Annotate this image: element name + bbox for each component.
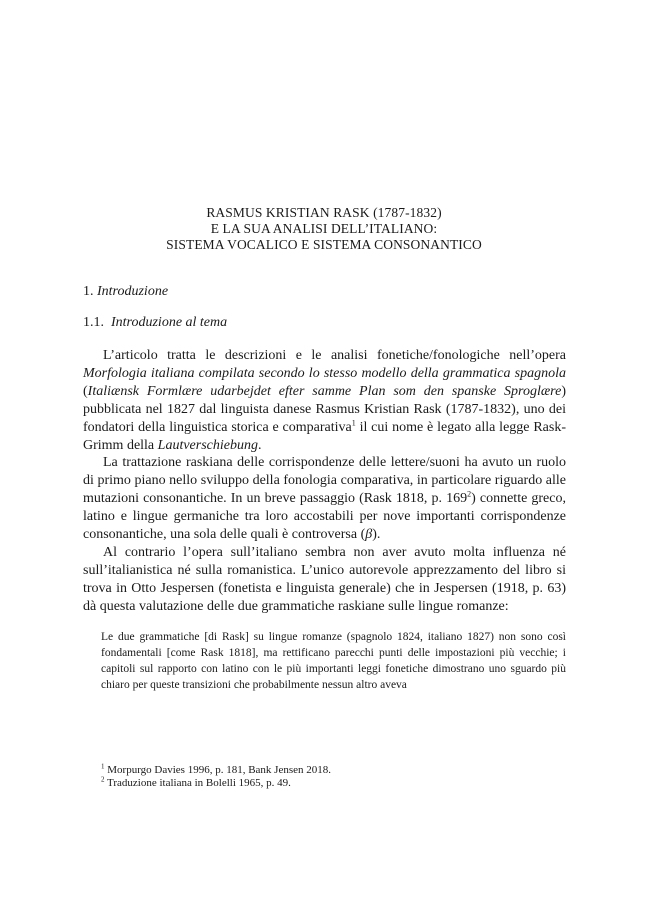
section-heading-1 [83, 284, 168, 300]
title-line-2: E LA SUA ANALISI DELL’ITALIANO: [210, 221, 438, 236]
text-run: il cui nome è legato alla legge Rask-Grimm della [83, 419, 566, 453]
body-text [83, 347, 566, 616]
footnotes [101, 764, 331, 790]
footnote-2 [101, 777, 331, 790]
footnote-1 [101, 764, 331, 777]
article-title [83, 205, 565, 253]
text-run: ). [372, 527, 381, 543]
paragraph-3: Al contrario l’opera sull’italiano sembra non aver avuto molta influenza né sull’italianistica né sulla romanistica. L’unico autorevole apprezzamento del libro si trova in Otto Jespersen (fonetista e linguista generale) che in Jespersen (1918, p. 63) dà questa valutazione delle due grammatiche raskiane sulle lingue romanze: [83, 544, 566, 614]
title-line-3: SISTEMA VOCALICO E SISTEMA CONSONANTICO [166, 237, 482, 252]
footnote-text: Traduzione italiana in Bolelli 1965, p. 49. [104, 777, 291, 789]
text-run: ( [83, 383, 88, 399]
subsection-title: Introduzione al tema [111, 315, 228, 330]
italic-title-da: Italiænsk Formlære udarbejdet efter samme Plan som den spanske Sproglære [87, 383, 562, 399]
footnote-mark: 1 [101, 762, 105, 771]
paragraph-2 [83, 454, 566, 544]
section-number: 1. [83, 284, 94, 299]
quote-text: Le due grammatiche [di Rask] su lingue romanze (spagnolo 1824, italiano 1827) non sono così fondamentali [come Rask 1818], ma rettificano parecchi punti delle impostazioni più vecchie; i capitoli sul rapporto con latino con le più importanti leggi fonetiche dimostrano uno sguardo più chiaro per queste transizioni che probabilmente nessun altro aveva [101, 631, 566, 691]
text-run: . [257, 437, 262, 453]
italic-title-it: Morfologia italiana compilata secondo lo stesso modello della grammatica spagnola [83, 365, 566, 381]
italic-beta: β [365, 527, 373, 543]
block-quote [101, 629, 566, 693]
footnote-ref-1[interactable]: 1 [351, 417, 356, 427]
footnote-mark: 2 [101, 775, 105, 784]
title-line-1: RASMUS KRISTIAN RASK (1787-1832) [206, 205, 442, 220]
text-run: ) pubblicata nel 1827 dal linguista danese Rasmus Kristian Rask (1787-1832), uno dei fondatori della linguistica storica e comparativa [83, 383, 566, 435]
footnote-ref-2[interactable]: 2 [467, 489, 472, 499]
footnote-text: Morpurgo Davies 1996, p. 181, Bank Jensen 2018. [104, 764, 331, 776]
section-heading-1-1 [83, 315, 227, 331]
italic-term: Lautverschiebung [157, 437, 258, 453]
subsection-number: 1.1. [83, 315, 104, 330]
text-run: La trattazione raskiana delle corrispondenze delle lettere/suoni ha avuto un ruolo di primo piano nello sviluppo della fonologia comparativa, in particolare riguardo alle mutazioni consonantiche. In un breve passaggio (Rask 1818, p. 169 [83, 455, 566, 507]
text-run: ) connette greco, latino e lingue germaniche tra loro accostabili per nove importanti corrispondenze consonantiche, una sola delle quali è controversa ( [83, 491, 566, 543]
text-run: L’articolo tratta le descrizioni e le analisi fonetiche/fonologiche nell’opera [103, 348, 566, 363]
section-title: Introduzione [97, 284, 169, 299]
paragraph-1 [83, 347, 566, 454]
